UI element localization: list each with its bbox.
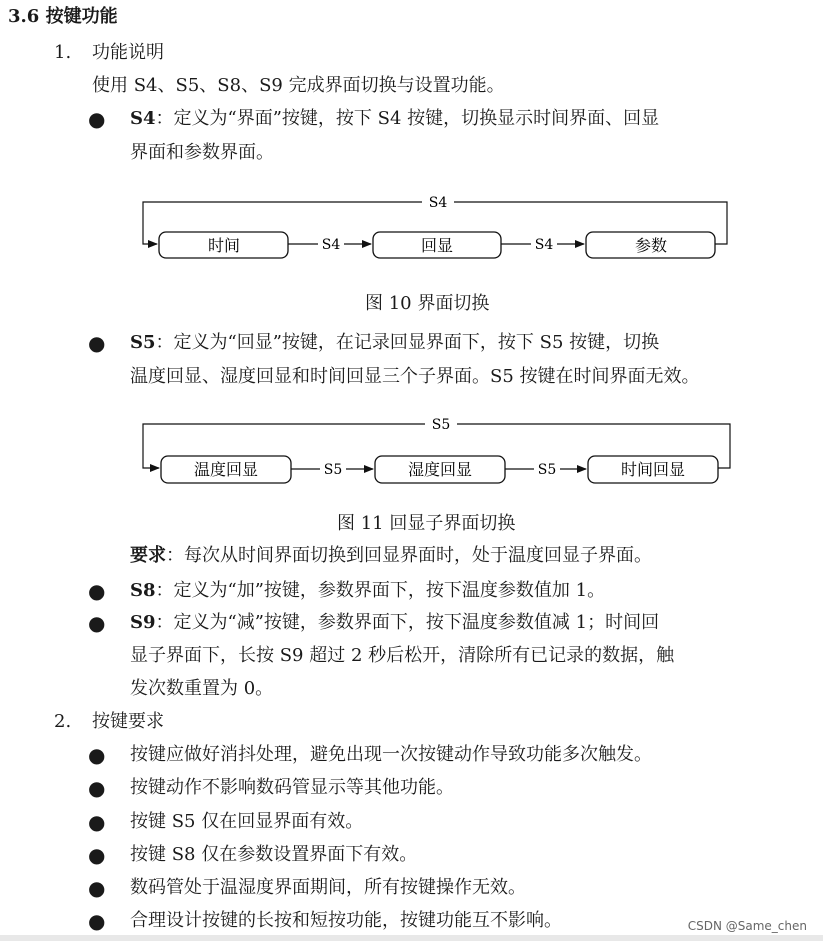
bullet-icon: ● bbox=[88, 776, 106, 800]
s4-description-line2: 界面和参数界面。 bbox=[130, 142, 274, 163]
s8-label: S8 bbox=[130, 580, 156, 601]
edge-label-1: S5 bbox=[323, 462, 343, 478]
list-item: 数码管处于温湿度界面期间，所有按键操作无效。 bbox=[130, 877, 526, 898]
intro-text: 使用 S4、S5、S8、S9 完成界面切换与设置功能。 bbox=[92, 75, 505, 96]
s9-description-line1 bbox=[130, 612, 659, 634]
node-temp-echo-label: 温度回显 bbox=[193, 460, 259, 479]
figure-10-diagram bbox=[0, 188, 823, 268]
heading-function-description: 功能说明 bbox=[92, 42, 164, 63]
s8-description bbox=[130, 580, 605, 602]
list-number-1: 1. bbox=[54, 42, 72, 63]
requirement-text bbox=[130, 545, 652, 567]
s9-text: ：定义为“减”按键，参数界面下，按下温度参数值减 1；时间回 bbox=[155, 612, 660, 633]
list-item: 按键动作不影响数码管显示等其他功能。 bbox=[130, 777, 454, 798]
node-humidity-echo-label: 湿度回显 bbox=[407, 460, 473, 479]
heading-key-requirements: 按键要求 bbox=[92, 711, 164, 732]
s9-label: S9 bbox=[130, 612, 156, 633]
s5-description-line2: 温度回显、湿度回显和时间回显三个子界面。S5 按键在时间界面无效。 bbox=[130, 366, 700, 387]
bullet-icon: ● bbox=[88, 876, 106, 900]
bullet-icon: ● bbox=[88, 611, 106, 635]
s4-label: S4 bbox=[130, 108, 156, 129]
node-echo-label: 回显 bbox=[420, 236, 454, 255]
s8-text: ：定义为“加”按键，参数界面下，按下温度参数值加 1。 bbox=[155, 580, 606, 601]
list-number-2: 2. bbox=[54, 711, 72, 732]
s5-text: ：定义为“回显”按键，在记录回显界面下，按下 S5 按键，切换 bbox=[155, 332, 660, 353]
list-item: 合理设计按键的长按和短按功能，按键功能互不影响。 bbox=[130, 910, 562, 931]
edge-label-1: S4 bbox=[321, 237, 341, 253]
edge-label-2: S4 bbox=[534, 237, 554, 253]
node-params-label: 参数 bbox=[634, 236, 668, 255]
figure-10-caption: 图 10 界面切换 bbox=[365, 293, 490, 314]
bullet-icon: ● bbox=[88, 743, 106, 767]
bullet-icon: ● bbox=[88, 107, 106, 131]
list-item: 按键 S5 仅在回显界面有效。 bbox=[130, 811, 364, 832]
s4-description-line1 bbox=[130, 108, 659, 130]
bullet-icon: ● bbox=[88, 810, 106, 834]
s4-text: ：定义为“界面”按键，按下 S4 按键，切换显示时间界面、回显 bbox=[155, 108, 660, 129]
s9-description-line3: 发次数重置为 0。 bbox=[130, 678, 274, 699]
s5-label: S5 bbox=[130, 332, 156, 353]
edge-label-2: S5 bbox=[537, 462, 557, 478]
figure-11-diagram bbox=[0, 412, 823, 492]
bottom-divider bbox=[0, 935, 823, 941]
bullet-icon: ● bbox=[88, 331, 106, 355]
s5-description-line1 bbox=[130, 332, 659, 354]
list-item: 按键 S8 仅在参数设置界面下有效。 bbox=[130, 844, 418, 865]
bullet-icon: ● bbox=[88, 843, 106, 867]
list-item: 按键应做好消抖处理，避免出现一次按键动作导致功能多次触发。 bbox=[130, 744, 652, 765]
bullet-icon: ● bbox=[88, 909, 106, 933]
figure-11-caption: 图 11 回显子界面切换 bbox=[337, 513, 516, 534]
requirement-label: 要求 bbox=[130, 545, 166, 566]
loop-label: S5 bbox=[431, 417, 451, 433]
section-title: 3.6 按键功能 bbox=[8, 6, 118, 27]
s9-description-line2: 显子界面下，长按 S9 超过 2 秒后松开，清除所有已记录的数据，触 bbox=[130, 645, 675, 666]
loop-label: S4 bbox=[428, 195, 448, 211]
node-time-echo-label: 时间回显 bbox=[620, 460, 686, 479]
node-time-label: 时间 bbox=[207, 236, 241, 255]
bullet-icon: ● bbox=[88, 579, 106, 603]
requirement-body: ：每次从时间界面切换到回显界面时，处于温度回显子界面。 bbox=[166, 545, 652, 566]
watermark: CSDN @Same_chen bbox=[687, 918, 807, 933]
